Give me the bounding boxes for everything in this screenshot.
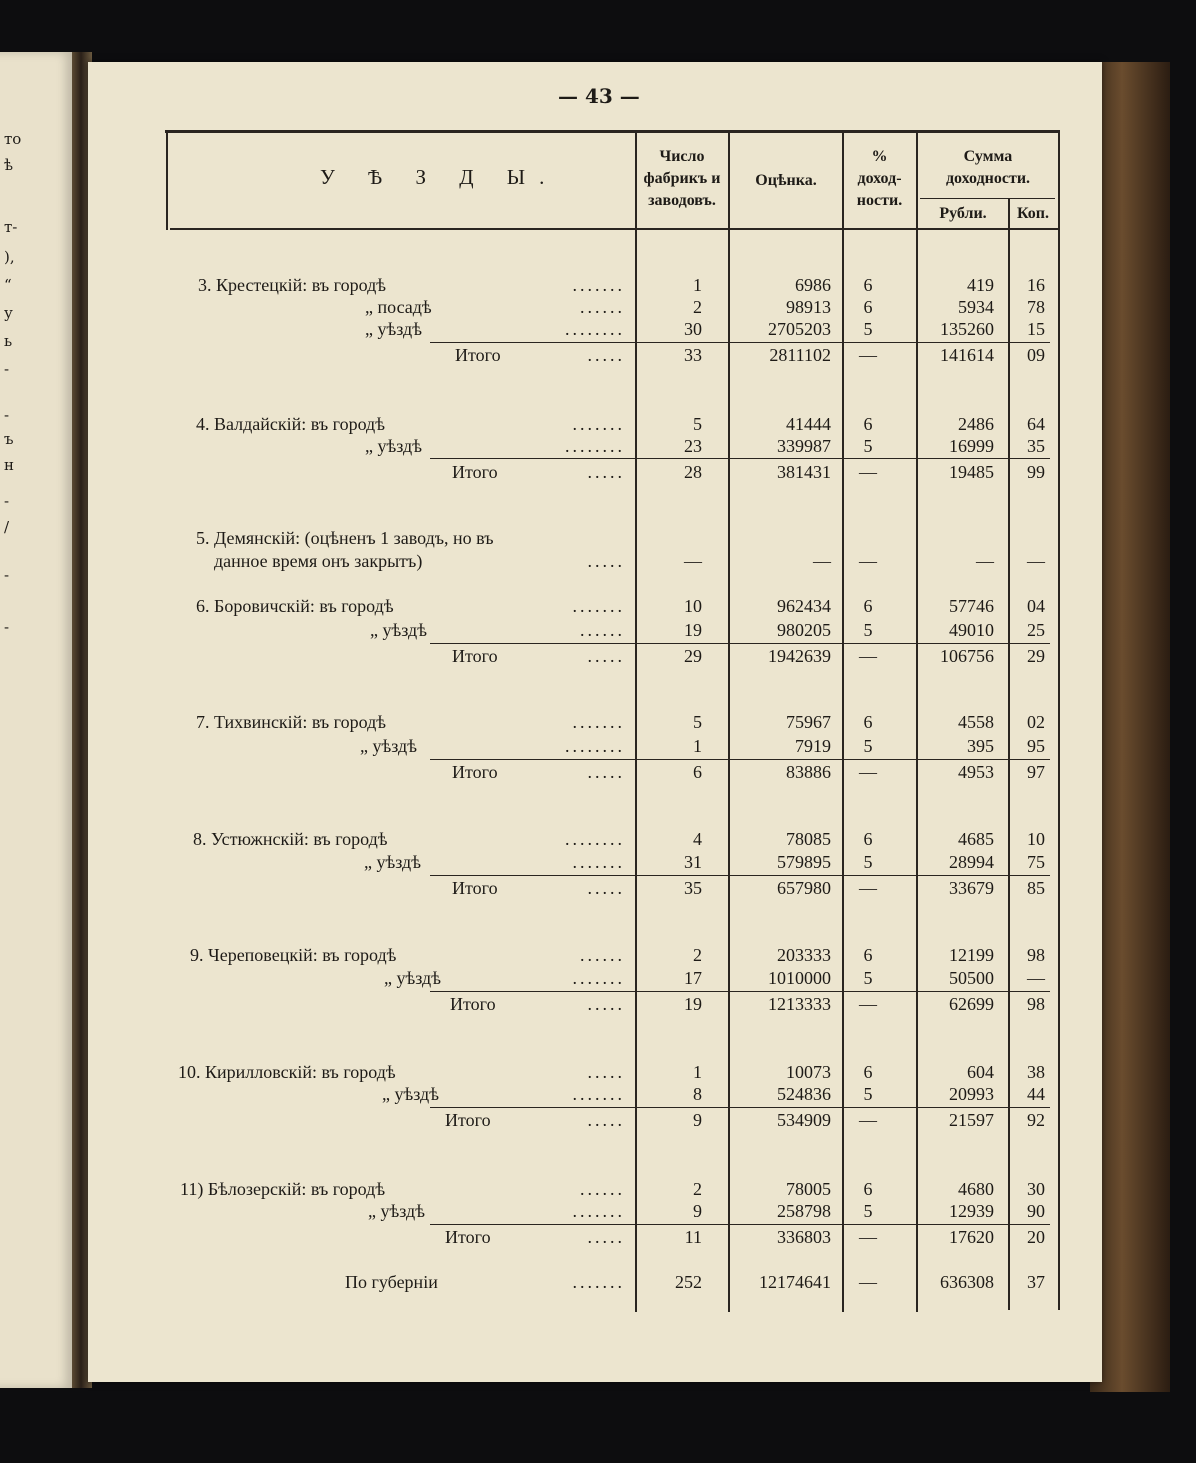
cell-rubles: 636308: [940, 1272, 994, 1292]
row-label: „ уѣздѣ: [368, 1201, 425, 1221]
left-page-text-fragment: -: [4, 492, 10, 510]
cell-count: 2: [693, 297, 702, 317]
cell-count: 9: [693, 1110, 702, 1130]
cell-rubles: —: [976, 551, 994, 571]
table-row: [0, 712, 1196, 734]
table-row: [0, 528, 1196, 550]
row-label: Итого: [452, 762, 498, 782]
cell-rubles: 28994: [949, 852, 994, 872]
table-row: [0, 319, 1196, 341]
cell-percent: 5: [863, 1084, 873, 1104]
row-label: 10. Кирилловскій: въ городѣ: [178, 1062, 396, 1082]
row-label: Итого: [452, 462, 498, 482]
cell-kopecks: 30: [1027, 1179, 1045, 1199]
cell-percent: 6: [863, 275, 873, 295]
cell-value: 12174641: [759, 1272, 831, 1292]
left-page-text-fragment: ь: [4, 332, 13, 350]
cell-count: 19: [684, 994, 702, 1014]
left-page-text-fragment: “: [4, 276, 12, 294]
cell-kopecks: 35: [1027, 436, 1045, 456]
cell-value: 75967: [786, 712, 831, 732]
table-row: [0, 1272, 1196, 1294]
cell-percent: —: [859, 646, 877, 666]
cell-value: —: [813, 551, 831, 571]
table-row: [0, 1084, 1196, 1106]
row-leader-dots: ........: [565, 736, 625, 756]
row-leader-dots: .....: [587, 462, 625, 482]
cell-kopecks: 04: [1027, 596, 1045, 616]
cell-percent: 6: [863, 596, 873, 616]
total-rule: [430, 1224, 1050, 1225]
row-label: 11) Бѣлозерскій: въ городѣ: [180, 1179, 386, 1199]
cell-kopecks: 90: [1027, 1201, 1045, 1221]
cell-value: 524836: [777, 1084, 831, 1104]
left-page-text-fragment: ),: [4, 248, 15, 266]
cell-rubles: 33679: [949, 878, 994, 898]
cell-value: 10073: [786, 1062, 831, 1082]
row-label: „ уѣздѣ: [384, 968, 441, 988]
header-kopecks: Коп.: [1016, 205, 1050, 222]
cell-percent: —: [859, 345, 877, 365]
cell-value: 83886: [786, 762, 831, 782]
row-leader-dots: .......: [572, 596, 625, 616]
total-rule: [430, 458, 1050, 459]
cell-value: 980205: [777, 620, 831, 640]
cell-count: 2: [693, 1179, 702, 1199]
cell-percent: 5: [863, 1201, 873, 1221]
cell-count: 1: [693, 736, 702, 756]
cell-count: 29: [684, 646, 702, 666]
cell-value: 657980: [777, 878, 831, 898]
row-label: „ уѣздѣ: [364, 852, 421, 872]
row-label: „ уѣздѣ: [360, 736, 417, 756]
cell-percent: —: [859, 762, 877, 782]
left-page-text-fragment: у: [4, 304, 13, 322]
cell-value: 2811102: [769, 345, 831, 365]
row-label: „ уѣздѣ: [365, 436, 422, 456]
cell-rubles: 16999: [949, 436, 994, 456]
cell-percent: 6: [863, 1179, 873, 1199]
cell-rubles: 62699: [949, 994, 994, 1014]
cell-count: 31: [684, 852, 702, 872]
row-label: Итого: [452, 878, 498, 898]
cell-kopecks: 02: [1027, 712, 1045, 732]
cell-kopecks: 75: [1027, 852, 1045, 872]
row-label: 3. Крестецкій: въ городѣ: [198, 275, 387, 295]
cell-value: 7919: [795, 736, 831, 756]
cell-count: 30: [684, 319, 702, 339]
table-row: [0, 620, 1196, 642]
left-page-text-fragment: ъ: [4, 430, 14, 448]
cell-count: 8: [693, 1084, 702, 1104]
cell-rubles: 419: [967, 275, 994, 295]
row-label: „ уѣздѣ: [370, 620, 427, 640]
table-row: [0, 414, 1196, 436]
cell-rubles: 20993: [949, 1084, 994, 1104]
total-rule: [430, 759, 1050, 760]
cell-percent: —: [859, 551, 877, 571]
cell-percent: 6: [863, 297, 873, 317]
cell-kopecks: 10: [1027, 829, 1045, 849]
cell-rubles: 604: [967, 1062, 994, 1082]
header-sum: Сумма доходности.: [945, 148, 1031, 187]
row-label: 4. Валдайскій: въ городѣ: [196, 414, 385, 434]
row-leader-dots: .....: [587, 1227, 625, 1247]
cell-rubles: 4685: [958, 829, 994, 849]
cell-value: 41444: [786, 414, 831, 434]
row-leader-dots: .....: [587, 646, 625, 666]
row-leader-dots: .......: [572, 414, 625, 434]
cell-count: 35: [684, 878, 702, 898]
cell-kopecks: 09: [1027, 345, 1045, 365]
row-leader-dots: ......: [580, 297, 625, 317]
cell-value: 579895: [777, 852, 831, 872]
cell-value: 381431: [777, 462, 831, 482]
cell-rubles: 49010: [949, 620, 994, 640]
cell-kopecks: 97: [1027, 762, 1045, 782]
cell-kopecks: 29: [1027, 646, 1045, 666]
cell-count: 6: [693, 762, 702, 782]
cell-count: 11: [684, 1227, 702, 1247]
cell-value: 534909: [777, 1110, 831, 1130]
cell-kopecks: 64: [1027, 414, 1045, 434]
cell-kopecks: 38: [1027, 1062, 1045, 1082]
cell-percent: 6: [863, 945, 873, 965]
cell-kopecks: 99: [1027, 462, 1045, 482]
cell-kopecks: 95: [1027, 736, 1045, 756]
row-leader-dots: .....: [587, 878, 625, 898]
header-uezdy: У Ѣ З Д Ы.: [320, 165, 559, 189]
row-label: 9. Череповецкій: въ городѣ: [190, 945, 397, 965]
row-leader-dots: .....: [587, 994, 625, 1014]
row-leader-dots: .....: [587, 345, 625, 365]
row-label: „ уѣздѣ: [365, 319, 422, 339]
cell-count: 2: [693, 945, 702, 965]
cell-kopecks: 85: [1027, 878, 1045, 898]
table-row: [0, 1179, 1196, 1201]
table-row: [0, 736, 1196, 758]
cell-kopecks: 44: [1027, 1084, 1045, 1104]
total-rule: [430, 342, 1050, 343]
total-rule: [430, 875, 1050, 876]
cell-count: 5: [693, 414, 702, 434]
table-total-row: [0, 1227, 1196, 1249]
row-label: 6. Боровичскій: въ городѣ: [196, 596, 394, 616]
cell-rubles: 19485: [949, 462, 994, 482]
row-leader-dots: .....: [587, 551, 625, 571]
cell-value: 1942639: [768, 646, 831, 666]
row-label: 7. Тихвинскій: въ городѣ: [196, 712, 387, 732]
cell-kopecks: —: [1027, 551, 1045, 571]
cell-kopecks: 37: [1027, 1272, 1045, 1292]
row-label: данное время онъ закрытъ): [214, 551, 423, 571]
row-leader-dots: .......: [572, 1201, 625, 1221]
cell-percent: —: [859, 462, 877, 482]
cell-kopecks: 15: [1027, 319, 1045, 339]
header-value: Оцѣнка.: [755, 172, 817, 189]
table-total-row: [0, 646, 1196, 668]
table-left-border: [166, 130, 168, 230]
cell-percent: —: [859, 1110, 877, 1130]
cell-rubles: 4953: [958, 762, 994, 782]
cell-percent: 5: [863, 319, 873, 339]
cell-value: 6986: [795, 275, 831, 295]
table-total-row: [0, 1110, 1196, 1132]
cell-count: 1: [693, 1062, 702, 1082]
table-row: [0, 945, 1196, 967]
row-leader-dots: .......: [572, 968, 625, 988]
cell-count: 4: [693, 829, 702, 849]
table-total-row: [0, 994, 1196, 1016]
left-page-text-fragment: -: [4, 566, 10, 584]
row-leader-dots: ........: [565, 829, 625, 849]
cell-rubles: 395: [967, 736, 994, 756]
row-label: Итого: [445, 1227, 491, 1247]
cell-count: 1: [693, 275, 702, 295]
row-label: Итого: [455, 345, 501, 365]
row-leader-dots: .......: [572, 1272, 625, 1292]
table-row: [0, 551, 1196, 573]
row-label: 5. Демянскій: (оцѣненъ 1 заводъ, но въ: [196, 528, 494, 548]
cell-kopecks: 98: [1027, 994, 1045, 1014]
table-row: [0, 436, 1196, 458]
cell-count: —: [684, 551, 702, 571]
cell-kopecks: 78: [1027, 297, 1045, 317]
cell-rubles: 12939: [949, 1201, 994, 1221]
row-label: Итого: [445, 1110, 491, 1130]
cell-kopecks: 25: [1027, 620, 1045, 640]
left-page-text-fragment: /: [4, 518, 10, 536]
cell-value: 962434: [777, 596, 831, 616]
table-row: [0, 596, 1196, 618]
row-leader-dots: ......: [580, 620, 625, 640]
row-label: По губерніи: [345, 1272, 438, 1292]
cell-count: 28: [684, 462, 702, 482]
table-row: [0, 968, 1196, 990]
header-percent: % доход- ности.: [856, 148, 903, 209]
cell-value: 1010000: [768, 968, 831, 988]
cell-rubles: 141614: [940, 345, 994, 365]
table-total-row: [0, 462, 1196, 484]
row-leader-dots: ........: [565, 319, 625, 339]
table-row: [0, 297, 1196, 319]
cell-value: 1213333: [768, 994, 831, 1014]
total-rule: [430, 991, 1050, 992]
cell-percent: 6: [863, 712, 873, 732]
row-leader-dots: ......: [580, 1179, 625, 1199]
row-leader-dots: .....: [587, 1062, 625, 1082]
table-row: [0, 829, 1196, 851]
row-label: „ уѣздѣ: [382, 1084, 439, 1104]
left-page-text-fragment: -: [4, 406, 10, 424]
header-bottom-rule: [170, 228, 1060, 230]
left-page-text-fragment: т-: [4, 218, 18, 236]
cell-rubles: 4558: [958, 712, 994, 732]
row-leader-dots: ........: [565, 436, 625, 456]
cell-value: 78005: [786, 1179, 831, 1199]
cell-kopecks: 16: [1027, 275, 1045, 295]
row-label: Итого: [452, 646, 498, 666]
cell-value: 339987: [777, 436, 831, 456]
left-page-text-fragment: -: [4, 618, 10, 636]
header-count: Число фабрикъ и заводовъ.: [643, 148, 721, 209]
cell-rubles: 50500: [949, 968, 994, 988]
cell-percent: 6: [863, 829, 873, 849]
row-leader-dots: .......: [572, 275, 625, 295]
table-row: [0, 1201, 1196, 1223]
cell-kopecks: 98: [1027, 945, 1045, 965]
row-label: Итого: [450, 994, 496, 1014]
cell-count: 5: [693, 712, 702, 732]
cell-count: 9: [693, 1201, 702, 1221]
cell-percent: —: [859, 994, 877, 1014]
cell-value: 336803: [777, 1227, 831, 1247]
cell-kopecks: —: [1027, 968, 1045, 988]
table-row: [0, 275, 1196, 297]
cell-percent: —: [859, 878, 877, 898]
cell-count: 17: [684, 968, 702, 988]
cell-count: 23: [684, 436, 702, 456]
left-page-text-fragment: н: [4, 456, 14, 474]
row-leader-dots: .....: [587, 762, 625, 782]
cell-percent: 5: [863, 736, 873, 756]
row-label: „ посадѣ: [365, 297, 432, 317]
row-leader-dots: .......: [572, 1084, 625, 1104]
cell-rubles: 2486: [958, 414, 994, 434]
cell-percent: 6: [863, 414, 873, 434]
row-leader-dots: ......: [580, 945, 625, 965]
cell-percent: 5: [863, 968, 873, 988]
header-rubles: Рубли.: [939, 205, 987, 222]
cell-rubles: 21597: [949, 1110, 994, 1130]
cell-rubles: 4680: [958, 1179, 994, 1199]
cell-value: 98913: [786, 297, 831, 317]
cell-value: 2705203: [768, 319, 831, 339]
cell-value: 203333: [777, 945, 831, 965]
cell-value: 258798: [777, 1201, 831, 1221]
cell-rubles: 57746: [949, 596, 994, 616]
cell-count: 10: [684, 596, 702, 616]
table-row: [0, 852, 1196, 874]
cell-percent: 5: [863, 436, 873, 456]
cell-rubles: 17620: [949, 1227, 994, 1247]
cell-count: 33: [684, 345, 702, 365]
table-total-row: [0, 762, 1196, 784]
page-number: — 43 —: [558, 84, 640, 108]
cell-percent: 5: [863, 852, 873, 872]
table-top-rule: [165, 130, 1060, 133]
cell-rubles: 135260: [940, 319, 994, 339]
row-leader-dots: .....: [587, 1110, 625, 1130]
cell-count: 19: [684, 620, 702, 640]
table-total-row: [0, 345, 1196, 367]
left-page-text-fragment: то: [4, 130, 22, 148]
row-leader-dots: .......: [572, 852, 625, 872]
table-total-row: [0, 878, 1196, 900]
total-rule: [430, 643, 1050, 644]
cell-percent: —: [859, 1272, 877, 1292]
cell-kopecks: 20: [1027, 1227, 1045, 1247]
row-label: 8. Устюжнскій: въ городѣ: [193, 829, 388, 849]
table-row: [0, 1062, 1196, 1084]
cell-rubles: 5934: [958, 297, 994, 317]
cell-value: 78085: [786, 829, 831, 849]
cell-kopecks: 92: [1027, 1110, 1045, 1130]
row-leader-dots: .......: [572, 712, 625, 732]
cell-percent: 6: [863, 1062, 873, 1082]
sum-subheader-rule: [920, 198, 1055, 199]
cell-count: 252: [675, 1272, 702, 1292]
cell-percent: 5: [863, 620, 873, 640]
cell-percent: —: [859, 1227, 877, 1247]
cell-rubles: 106756: [940, 646, 994, 666]
left-page-text-fragment: -: [4, 360, 10, 378]
cell-rubles: 12199: [949, 945, 994, 965]
left-page-text-fragment: ѣ: [4, 156, 14, 174]
total-rule: [430, 1107, 1050, 1108]
